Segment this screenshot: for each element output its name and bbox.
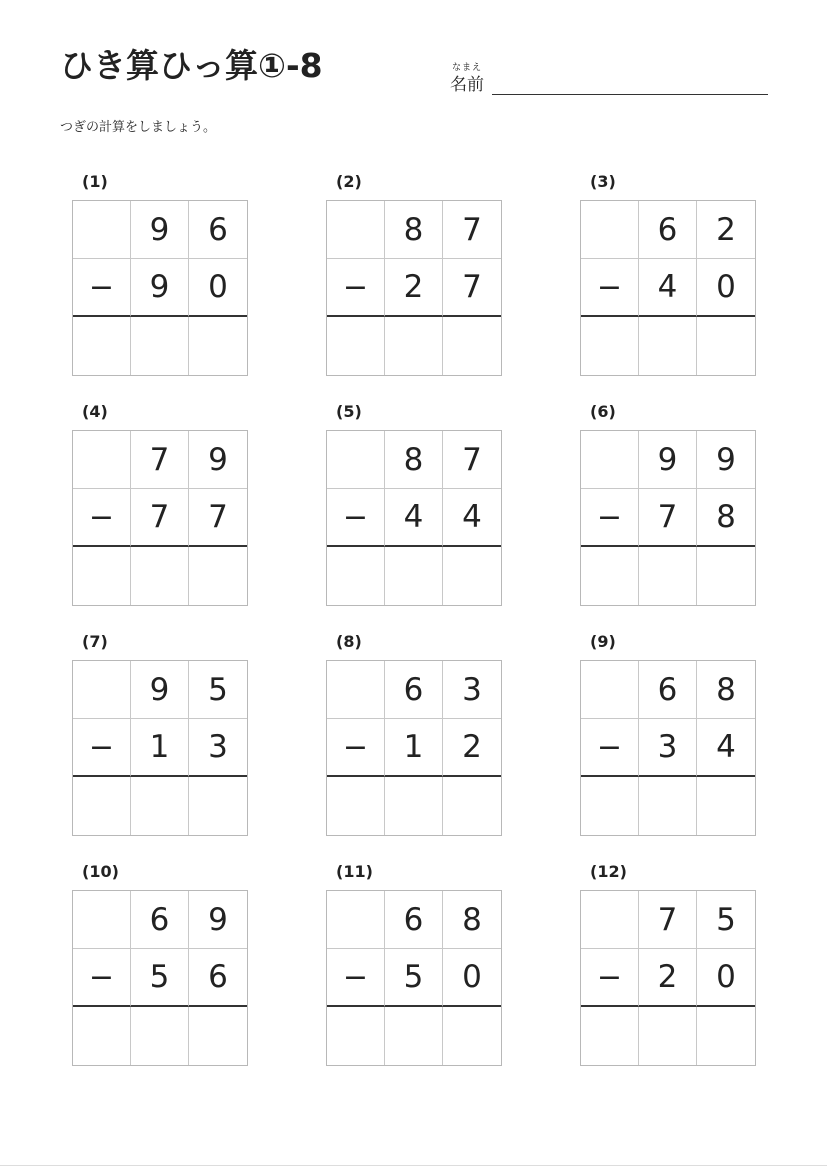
minuend-tens-digit: 9: [131, 661, 189, 719]
empty-cell: [73, 431, 131, 489]
answer-tens-cell[interactable]: [131, 547, 189, 605]
minus-sign: −: [581, 719, 639, 777]
calculation-grid: [326, 200, 502, 376]
minus-sign: −: [73, 949, 131, 1007]
name-furigana: なまえ: [452, 63, 483, 73]
subtrahend-ones-digit: 0: [189, 259, 247, 317]
calculation-grid: [580, 890, 756, 1066]
answer-ones-cell[interactable]: [697, 1007, 755, 1065]
problem-number: (3): [590, 172, 616, 191]
answer-hundreds-cell[interactable]: [581, 1007, 639, 1065]
subtrahend-ones-digit: 6: [189, 949, 247, 1007]
worksheet-title: ひき算ひっ算①-8: [60, 46, 323, 85]
subtrahend-tens-digit: 5: [385, 949, 443, 1007]
minuend-tens-digit: 9: [639, 431, 697, 489]
answer-hundreds-cell[interactable]: [327, 1007, 385, 1065]
minuend-ones-digit: 9: [189, 431, 247, 489]
answer-hundreds-cell[interactable]: [581, 547, 639, 605]
subtrahend-tens-digit: 2: [639, 949, 697, 1007]
minus-sign: −: [73, 719, 131, 777]
answer-hundreds-cell[interactable]: [327, 317, 385, 375]
name-field-block: [448, 60, 768, 96]
minuend-ones-digit: 3: [443, 661, 501, 719]
subtrahend-tens-digit: 3: [639, 719, 697, 777]
calculation-grid: [72, 200, 248, 376]
answer-tens-cell[interactable]: [385, 317, 443, 375]
name-label: 名前: [450, 75, 484, 95]
subtrahend-ones-digit: 2: [443, 719, 501, 777]
answer-tens-cell[interactable]: [131, 1007, 189, 1065]
problem-number: (10): [82, 862, 119, 881]
subtrahend-tens-digit: 5: [131, 949, 189, 1007]
minuend-ones-digit: 7: [443, 431, 501, 489]
problem-number: (6): [590, 402, 616, 421]
minuend-tens-digit: 8: [385, 201, 443, 259]
empty-cell: [581, 891, 639, 949]
subtrahend-ones-digit: 4: [697, 719, 755, 777]
subtrahend-tens-digit: 4: [385, 489, 443, 547]
answer-ones-cell[interactable]: [697, 317, 755, 375]
calculation-grid: [326, 430, 502, 606]
answer-tens-cell[interactable]: [131, 317, 189, 375]
empty-cell: [581, 661, 639, 719]
answer-tens-cell[interactable]: [385, 777, 443, 835]
answer-hundreds-cell[interactable]: [327, 777, 385, 835]
minuend-ones-digit: 5: [189, 661, 247, 719]
subtrahend-tens-digit: 1: [385, 719, 443, 777]
empty-cell: [327, 431, 385, 489]
minuend-ones-digit: 6: [189, 201, 247, 259]
problem-number: (11): [336, 862, 373, 881]
subtrahend-ones-digit: 7: [443, 259, 501, 317]
problem-number: (9): [590, 632, 616, 651]
answer-tens-cell[interactable]: [639, 547, 697, 605]
empty-cell: [581, 201, 639, 259]
minuend-ones-digit: 7: [443, 201, 501, 259]
subtrahend-tens-digit: 4: [639, 259, 697, 317]
empty-cell: [73, 201, 131, 259]
minus-sign: −: [327, 949, 385, 1007]
minuend-tens-digit: 6: [639, 661, 697, 719]
answer-hundreds-cell[interactable]: [73, 777, 131, 835]
minus-sign: −: [73, 259, 131, 317]
answer-hundreds-cell[interactable]: [73, 1007, 131, 1065]
answer-ones-cell[interactable]: [443, 1007, 501, 1065]
calculation-grid: [72, 430, 248, 606]
problem-number: (8): [336, 632, 362, 651]
answer-ones-cell[interactable]: [697, 777, 755, 835]
minus-sign: −: [581, 949, 639, 1007]
problem-number: (5): [336, 402, 362, 421]
answer-tens-cell[interactable]: [639, 1007, 697, 1065]
answer-ones-cell[interactable]: [443, 547, 501, 605]
minuend-ones-digit: 9: [189, 891, 247, 949]
calculation-grid: [72, 890, 248, 1066]
answer-ones-cell[interactable]: [443, 777, 501, 835]
answer-ones-cell[interactable]: [189, 1007, 247, 1065]
subtrahend-tens-digit: 1: [131, 719, 189, 777]
answer-ones-cell[interactable]: [189, 777, 247, 835]
calculation-grid: [326, 660, 502, 836]
minuend-tens-digit: 9: [131, 201, 189, 259]
answer-ones-cell[interactable]: [189, 547, 247, 605]
subtrahend-tens-digit: 7: [131, 489, 189, 547]
subtrahend-ones-digit: 0: [443, 949, 501, 1007]
empty-cell: [327, 661, 385, 719]
instruction-text: つぎの計算をしましょう。: [60, 120, 217, 135]
answer-hundreds-cell[interactable]: [327, 547, 385, 605]
minuend-tens-digit: 7: [639, 891, 697, 949]
subtrahend-tens-digit: 2: [385, 259, 443, 317]
minuend-tens-digit: 6: [131, 891, 189, 949]
minuend-ones-digit: 5: [697, 891, 755, 949]
answer-tens-cell[interactable]: [639, 317, 697, 375]
minus-sign: −: [581, 489, 639, 547]
answer-hundreds-cell[interactable]: [581, 777, 639, 835]
subtrahend-ones-digit: 4: [443, 489, 501, 547]
answer-tens-cell[interactable]: [385, 1007, 443, 1065]
answer-ones-cell[interactable]: [189, 317, 247, 375]
empty-cell: [327, 891, 385, 949]
minuend-tens-digit: 6: [639, 201, 697, 259]
minus-sign: −: [327, 259, 385, 317]
minuend-tens-digit: 6: [385, 661, 443, 719]
calculation-grid: [580, 660, 756, 836]
page-bottom-divider: [0, 1165, 827, 1166]
minus-sign: −: [581, 259, 639, 317]
minuend-ones-digit: 2: [697, 201, 755, 259]
minuend-tens-digit: 6: [385, 891, 443, 949]
problem-number: (1): [82, 172, 108, 191]
problem-number: (4): [82, 402, 108, 421]
subtrahend-ones-digit: 0: [697, 949, 755, 1007]
empty-cell: [581, 431, 639, 489]
calculation-grid: [580, 200, 756, 376]
problem-number: (12): [590, 862, 627, 881]
minus-sign: −: [327, 489, 385, 547]
answer-ones-cell[interactable]: [697, 547, 755, 605]
answer-hundreds-cell[interactable]: [581, 317, 639, 375]
answer-hundreds-cell[interactable]: [73, 547, 131, 605]
empty-cell: [73, 661, 131, 719]
subtrahend-ones-digit: 0: [697, 259, 755, 317]
answer-ones-cell[interactable]: [443, 317, 501, 375]
minuend-ones-digit: 8: [697, 661, 755, 719]
minuend-ones-digit: 8: [443, 891, 501, 949]
answer-tens-cell[interactable]: [639, 777, 697, 835]
answer-tens-cell[interactable]: [131, 777, 189, 835]
minuend-ones-digit: 9: [697, 431, 755, 489]
empty-cell: [73, 891, 131, 949]
minus-sign: −: [73, 489, 131, 547]
calculation-grid: [326, 890, 502, 1066]
problem-number: (2): [336, 172, 362, 191]
subtrahend-ones-digit: 8: [697, 489, 755, 547]
minuend-tens-digit: 7: [131, 431, 189, 489]
calculation-grid: [72, 660, 248, 836]
name-write-line[interactable]: [492, 94, 768, 95]
subtrahend-ones-digit: 7: [189, 489, 247, 547]
subtrahend-tens-digit: 7: [639, 489, 697, 547]
minuend-tens-digit: 8: [385, 431, 443, 489]
subtrahend-ones-digit: 3: [189, 719, 247, 777]
empty-cell: [327, 201, 385, 259]
subtrahend-tens-digit: 9: [131, 259, 189, 317]
problem-number: (7): [82, 632, 108, 651]
answer-hundreds-cell[interactable]: [73, 317, 131, 375]
answer-tens-cell[interactable]: [385, 547, 443, 605]
calculation-grid: [580, 430, 756, 606]
minus-sign: −: [327, 719, 385, 777]
